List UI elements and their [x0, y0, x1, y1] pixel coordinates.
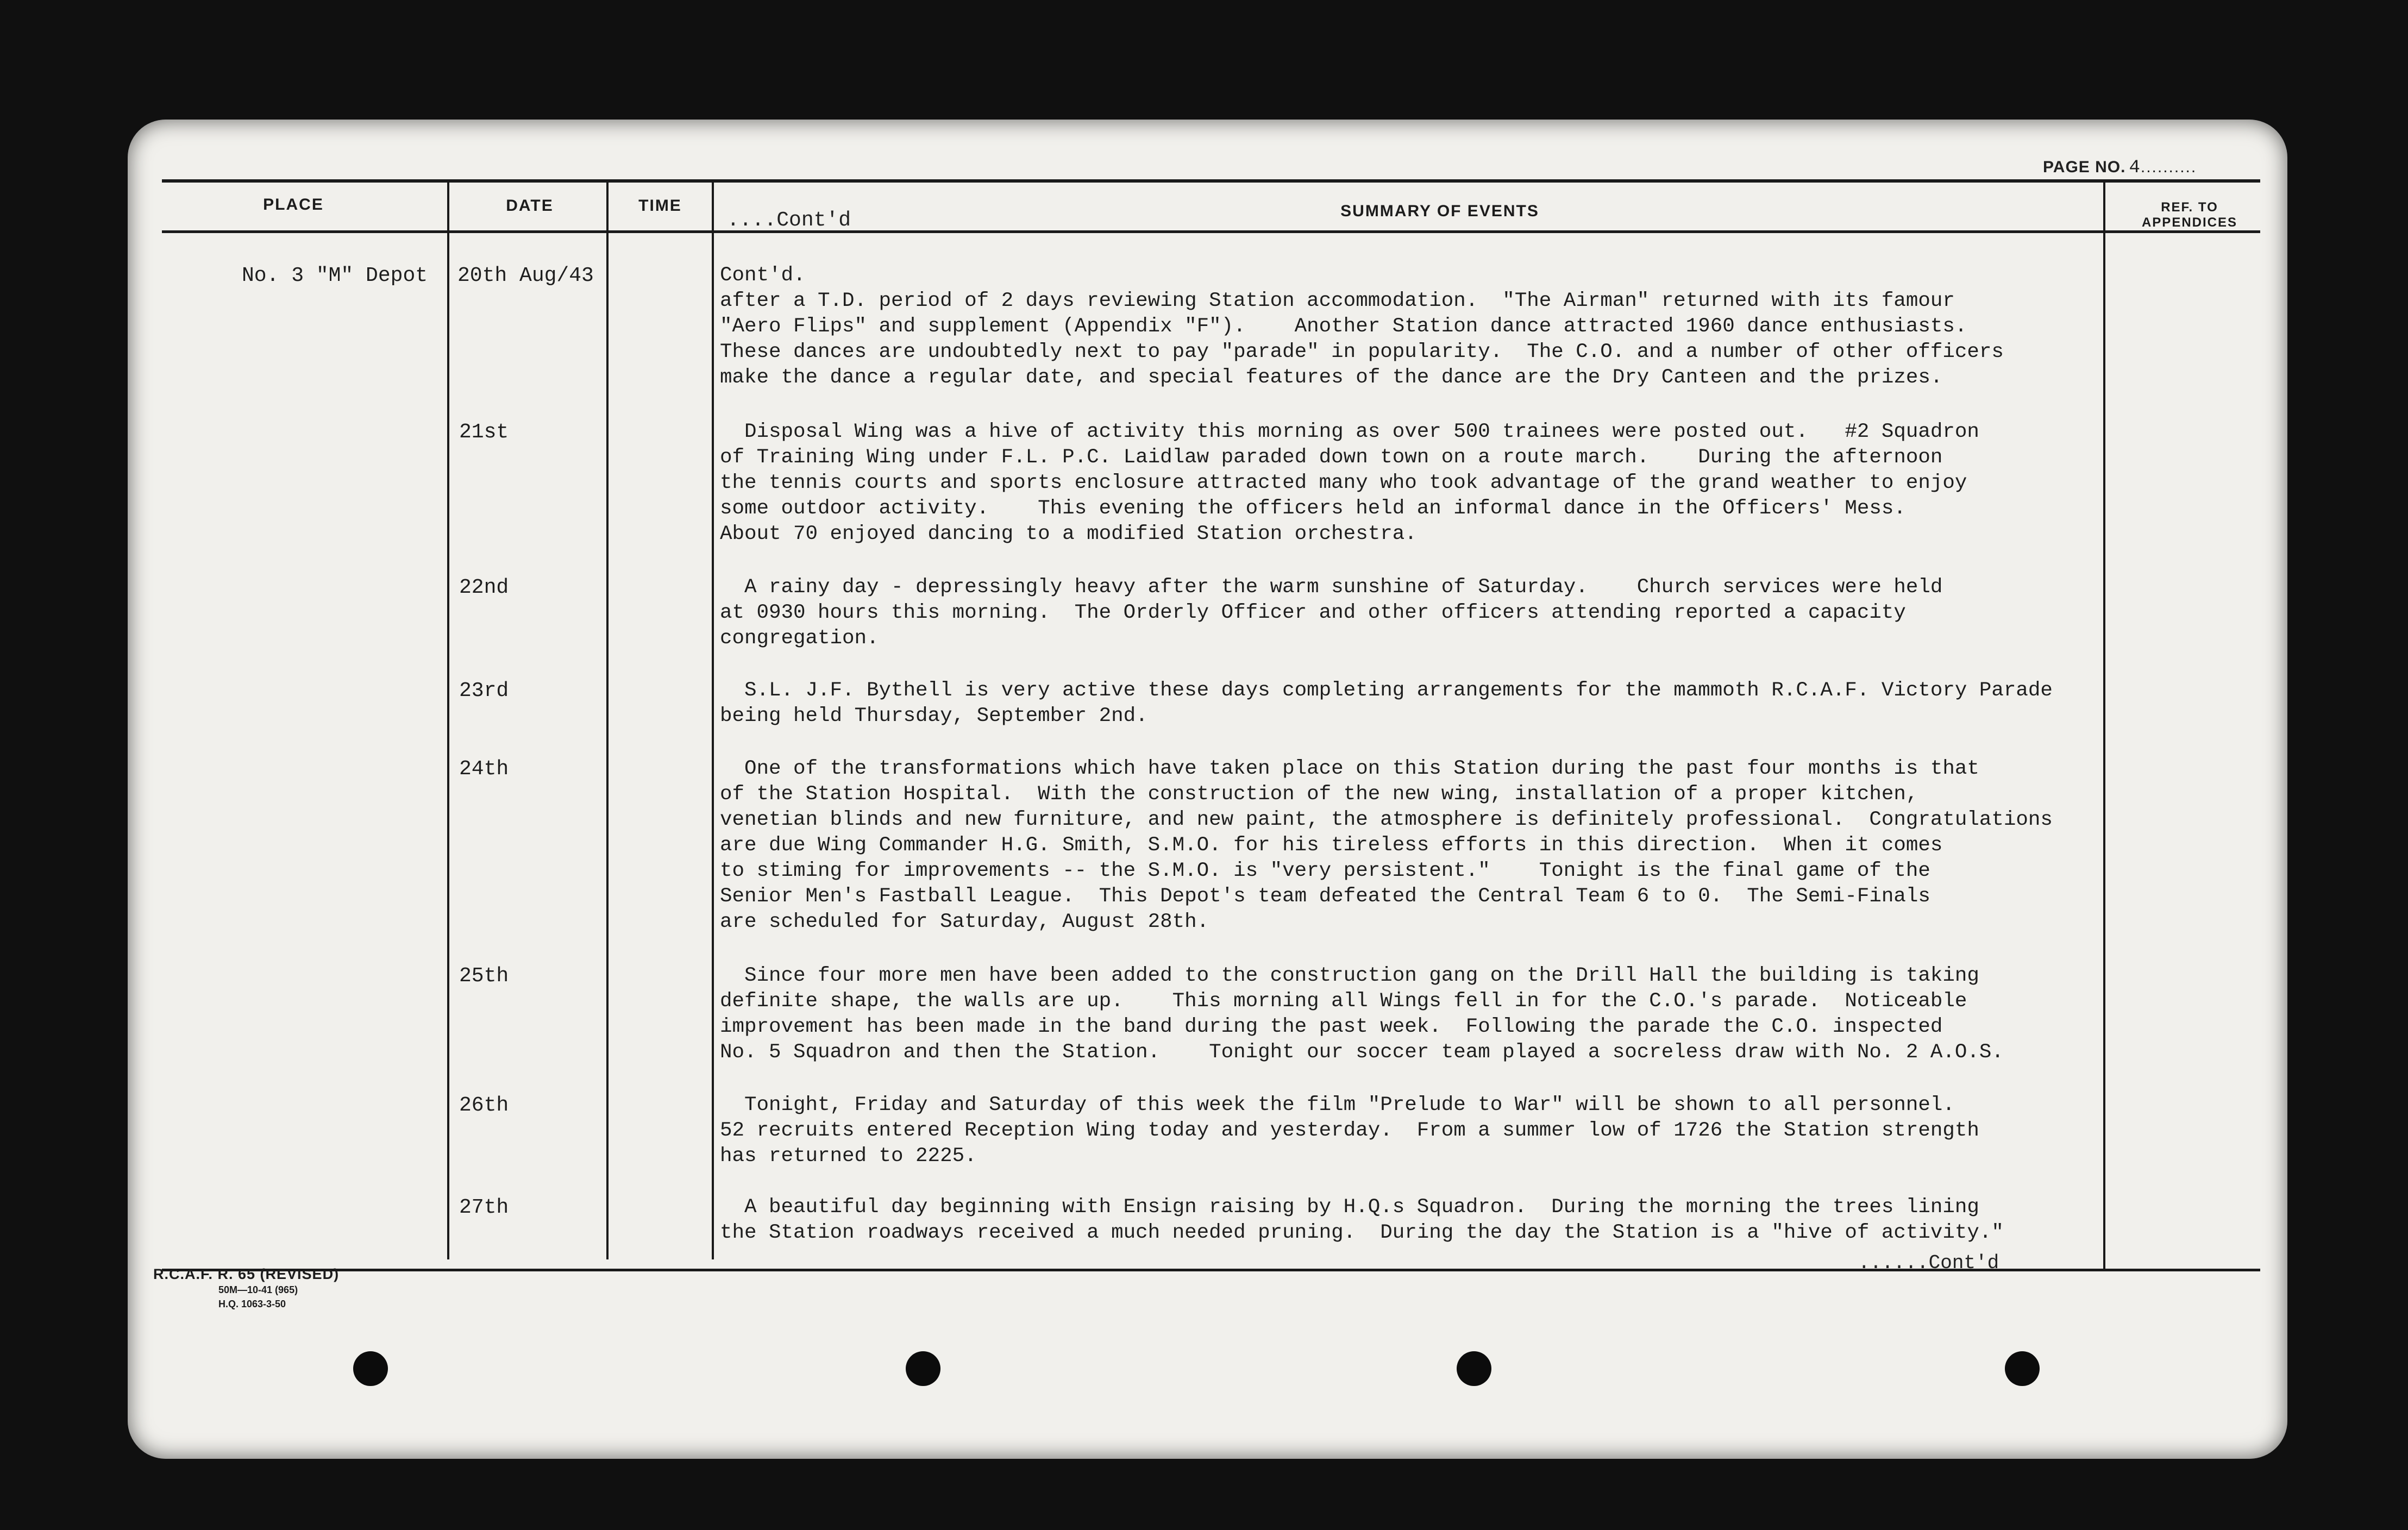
entry-line: some outdoor activity. This evening the officers held an informal dance in the Officers' Mess. — [720, 497, 1906, 520]
punch-hole — [353, 1351, 388, 1386]
form-hq-ref: H.Q. 1063-3-50 — [218, 1299, 286, 1309]
entry-line: A rainy day - depressingly heavy after the warm sunshine of Saturday. Church services were held — [720, 576, 1943, 599]
entry-26th — [720, 1093, 2100, 1169]
entry-line: being held Thursday, September 2nd. — [720, 705, 1148, 728]
date-22nd: 22nd — [459, 576, 509, 599]
header-date: DATE — [506, 197, 554, 215]
header-ref-line2: APPENDICES — [2141, 215, 2238, 230]
header-time: TIME — [638, 197, 682, 215]
header-ref-line1: REF. TO — [2161, 200, 2218, 215]
entry-line: venetian blinds and new furniture, and new paint, the atmosphere is definitely professional. Congratulations — [720, 808, 2053, 831]
entry-line: make the dance a regular date, and special features of the dance are the Dry Canteen and the prizes. — [720, 366, 1943, 389]
col-divider-summary-ref — [2103, 181, 2105, 1270]
entry-line: About 70 enjoyed dancing to a modified Station orchestra. — [720, 523, 1417, 545]
entry-23rd — [720, 678, 2100, 729]
page-number-value: 4 — [2129, 158, 2141, 178]
entry-line: S.L. J.F. Bythell is very active these days completing arrangements for the mammoth R.C.A.F. Victory Parade — [720, 679, 2053, 702]
entry-line: Tonight, Friday and Saturday of this week the film "Prelude to War" will be shown to all personnel. — [720, 1094, 1955, 1117]
continued-next-page: ......Cont'd — [1858, 1252, 1999, 1274]
form-identifier — [153, 1266, 339, 1311]
entry-line: 52 recruits entered Reception Wing today and yesterday. From a summer low of 1726 the Station strength — [720, 1119, 1979, 1142]
header-place: PLACE — [263, 196, 324, 214]
date-21st: 21st — [459, 421, 509, 444]
page-number-label: PAGE NO. — [2043, 158, 2126, 176]
entry-21st — [720, 419, 2100, 547]
entry-line: of the Station Hospital. With the construction of the new wing, installation of a proper kitchen, — [720, 783, 1918, 806]
entry-line: of Training Wing under F.L. P.C. Laidlaw paraded down town on a route march. During the afternoon — [720, 446, 1943, 469]
place-cell: No. 3 "M" Depot — [242, 264, 428, 287]
entry-line: after a T.D. period of 2 days reviewing Station accommodation. "The Airman" returned with its famour — [720, 290, 1955, 312]
header-top-rule — [162, 179, 2260, 183]
header-ref-appendices — [2108, 200, 2271, 230]
entry-line: Senior Men's Fastball League. This Depot's team defeated the Central Team 6 to 0. The Semi-Finals — [720, 885, 1930, 908]
entry-line: "Aero Flips" and supplement (Appendix "F"). Another Station dance attracted 1960 dance enthusiasts. — [720, 315, 1967, 338]
entry-line: These dances are undoubtedly next to pay "parade" in popularity. The C.O. and a number of other officers — [720, 341, 2004, 363]
entry-27th — [720, 1195, 2100, 1246]
entry-line: Cont'd. — [720, 264, 806, 287]
entry-line: Disposal Wing was a hive of activity this morning as over 500 trainees were posted out. #2 Squadron — [720, 421, 1979, 443]
entry-line: Since four more men have been added to the construction gang on the Drill Hall the building is taking — [720, 964, 1979, 987]
entry-line: at 0930 hours this morning. The Orderly Officer and other officers attending reported a capacity — [720, 601, 1906, 624]
date-26th: 26th — [459, 1094, 509, 1117]
entry-22nd — [720, 575, 2100, 651]
date-20th: 20th Aug/43 — [457, 264, 594, 287]
entry-line: has returned to 2225. — [720, 1145, 977, 1168]
col-divider-date-time — [606, 181, 609, 1259]
col-divider-time-summary — [712, 181, 714, 1259]
date-23rd: 23rd — [459, 679, 509, 703]
page-number — [2043, 158, 2197, 178]
entry-line: A beautiful day beginning with Ensign raising by H.Q.s Squadron. During the morning the trees lining — [720, 1196, 1979, 1219]
entry-line: to stiming for improvements -- the S.M.O. is "very persistent." Tonight is the final game of the — [720, 860, 1930, 882]
entry-25th — [720, 963, 2100, 1065]
entry-line: the tennis courts and sports enclosure attracted many who took advantage of the grand weather to enjoy — [720, 472, 1967, 494]
continued-from-previous: ....Cont'd — [727, 209, 851, 232]
punch-hole — [2005, 1351, 2040, 1386]
date-25th: 25th — [459, 964, 509, 988]
date-27th: 27th — [459, 1196, 509, 1219]
entry-20th — [720, 263, 2100, 391]
punch-hole — [1457, 1351, 1491, 1386]
entry-24th — [720, 756, 2100, 935]
entry-line: improvement has been made in the band during the past week. Following the parade the C.O. inspected — [720, 1015, 1943, 1038]
header-summary-of-events: SUMMARY OF EVENTS — [1340, 202, 1539, 220]
form-id: R.C.A.F. R. 65 (REVISED) — [153, 1266, 340, 1282]
punch-hole — [906, 1351, 940, 1386]
entry-line: definite shape, the walls are up. This morning all Wings fell in for the C.O.'s parade. Noticeable — [720, 990, 1967, 1013]
entry-line: are scheduled for Saturday, August 28th. — [720, 911, 1209, 933]
entry-line: congregation. — [720, 627, 879, 650]
entry-line: One of the transformations which have taken place on this Station during the past four months is that — [720, 757, 1979, 780]
entry-line: are due Wing Commander H.G. Smith, S.M.O. for his tireless efforts in this direction. When it comes — [720, 834, 1943, 857]
entry-line: the Station roadways received a much needed pruning. During the day the Station is a "hive of activity." — [720, 1221, 2004, 1244]
page-number-dots: .......... — [2140, 158, 2197, 176]
entry-line: No. 5 Squadron and then the Station. Tonight our soccer team played a socreless draw with No. 2 A.O.S. — [720, 1041, 2004, 1064]
form-print-run: 50M—10-41 (965) — [218, 1284, 298, 1295]
col-divider-place-date — [447, 181, 449, 1259]
date-24th: 24th — [459, 757, 509, 781]
header-bottom-rule — [162, 230, 2260, 233]
